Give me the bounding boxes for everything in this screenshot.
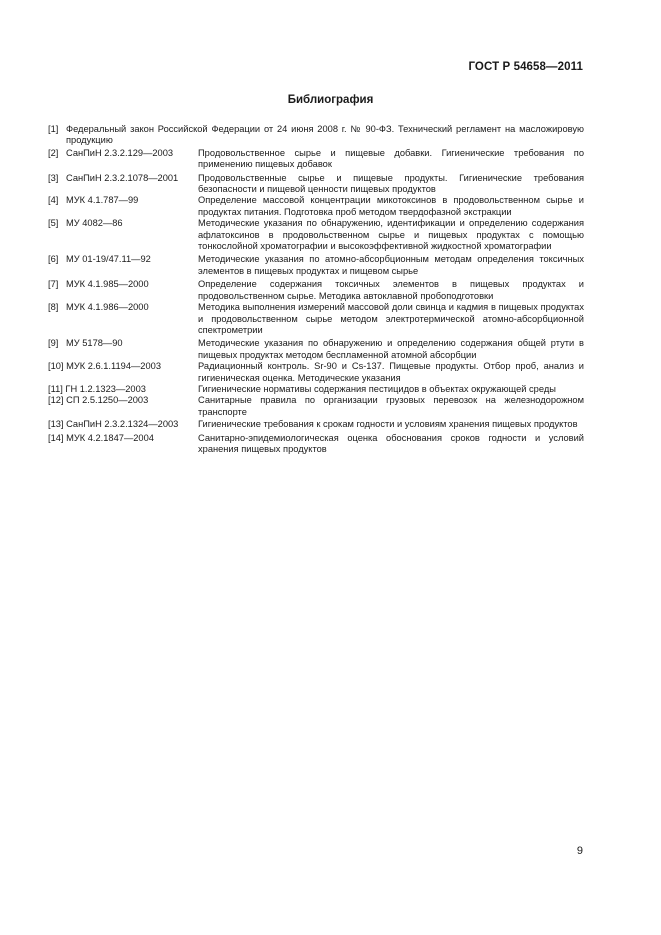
entry-source: СанПиН 2.3.2.1324—2003	[66, 419, 179, 430]
entry-number: [5]	[48, 218, 59, 229]
entry-text: Определение содержания токсичных элементов в пищевых продуктах и продовольственном сырье. Методика автоклавной пробоподготовки	[198, 279, 584, 301]
bibliography-entry	[48, 124, 584, 147]
entry-text: Гигиенические нормативы содержания пестицидов в объектах окружающей среды	[198, 383, 556, 394]
entry-number: [2]	[48, 147, 59, 158]
entry-label	[48, 433, 154, 444]
bibliography-entry	[48, 419, 584, 430]
entry-text: Определение массовой концентрации микотоксинов в продовольственном сырье и продуктах питания. Подготовка проб методом твердофазной экстракции	[198, 195, 584, 217]
entry-number: [8]	[48, 302, 59, 313]
bibliography-list	[48, 124, 584, 455]
entry-text: Продовольственные сырье и пищевые продукты. Гигиенические требования безопасности и пищевой ценности пищевых продуктов	[198, 172, 584, 195]
entry-source: МУК 4.1.985—2000	[66, 279, 149, 290]
entry-source: МУК 4.2.1847—2004	[66, 432, 154, 443]
entry-number: [11]	[48, 383, 63, 394]
bibliography-entry	[48, 302, 584, 336]
entry-text: Методические указания по атомно-абсорбционным методам определения токсичных элементов в пищевых продуктах и пищевом сырье	[198, 254, 584, 276]
entry-source: МУ 5178—90	[66, 338, 123, 349]
bibliography-entry	[48, 173, 584, 196]
entry-label	[48, 419, 178, 430]
entry-source: МУ 01-19/47.11—92	[66, 254, 151, 265]
bibliography-entry	[48, 279, 584, 302]
entry-source: МУК 2.6.1.1194—2003	[66, 361, 161, 372]
entry-source: ГН 1.2.1323—2003	[65, 383, 146, 394]
entry-label	[48, 361, 161, 372]
bibliography-entry	[48, 148, 584, 171]
entry-text: Санитарные правила по организации грузовых перевозок на железнодорожном транспорте	[198, 395, 584, 417]
bibliography-entry	[48, 433, 584, 456]
bibliography-entry	[48, 338, 584, 361]
bibliography-entry	[48, 395, 584, 418]
entry-number: [10]	[48, 361, 64, 372]
bibliography-entry	[48, 384, 584, 395]
entry-source: МУК 4.1.986—2000	[66, 302, 149, 313]
entry-number: [3]	[48, 172, 59, 183]
entry-source: МУК 4.1.787—99	[66, 195, 139, 206]
entry-label	[48, 384, 146, 395]
entry-text: Продовольственное сырье и пищевые добавки. Гигиенические требования по применению пищевых добавок	[198, 147, 584, 170]
entry-number: [1]	[48, 124, 59, 134]
entry-text: Методические указания по обнаружению, идентификации и определению содержания афлатоксинов в продовольственном сырье и пищевых продуктах с помощью тонкослойной хроматографии и высокоэффективной жидкостной хроматографии	[198, 218, 584, 252]
bibliography-entry	[48, 218, 584, 252]
entry-text: Гигиенические требования к срокам годности и условиям хранения пищевых продуктов	[198, 419, 578, 430]
entry-text: Методические указания по обнаружению и определению содержания общей ртути в пищевых продуктах методом беспламенной атомной абсорбции	[198, 338, 584, 360]
entry-text: Методика выполнения измерений массовой доли свинца и кадмия в пищевых продуктах и продовольственном сырье методом электротермической атомно-абсорбционной спектрометрии	[198, 302, 584, 335]
entry-number: [4]	[48, 195, 59, 206]
page-number: 9	[576, 845, 583, 857]
entry-number: [9]	[48, 338, 59, 349]
entry-number: [13]	[48, 419, 64, 430]
entry-label	[48, 395, 148, 406]
bibliography-entry	[48, 361, 584, 384]
entry-source: СанПиН 2.3.2.1078—2001	[66, 172, 179, 183]
entry-number: [7]	[48, 279, 59, 290]
bibliography-entry	[48, 254, 584, 277]
entry-text: Федеральный закон Российской Федерации от 24 июня 2008 г. № 90-ФЗ. Технический регламент на масложировую продукцию	[66, 124, 584, 146]
bibliography-title: Библиография	[287, 94, 374, 106]
entry-source: СП 2.5.1250—2003	[66, 395, 149, 406]
document-code: ГОСТ Р 54658—2011	[468, 61, 583, 73]
entry-source: СанПиН 2.3.2.129—2003	[66, 147, 174, 158]
entry-source: МУ 4082—86	[66, 218, 123, 229]
entry-text: Радиационный контроль. Sr-90 и Cs-137. Пищевые продукты. Отбор проб, анализ и гигиеническая оценка. Методические указания	[198, 361, 584, 383]
entry-text: Санитарно-эпидемиологическая оценка обоснования сроков годности и условий хранения пищевых продуктов	[198, 432, 584, 454]
entry-number: [12]	[48, 395, 64, 406]
bibliography-entry	[48, 195, 584, 218]
entry-number: [6]	[48, 254, 59, 265]
entry-number: [14]	[48, 432, 64, 443]
